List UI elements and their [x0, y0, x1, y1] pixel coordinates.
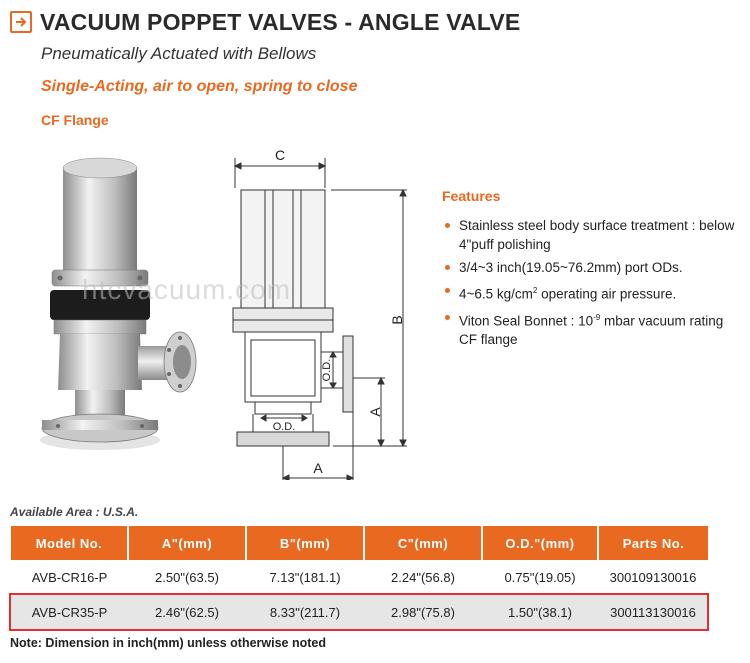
dim-b-label: B [389, 315, 405, 325]
features-list [442, 216, 742, 349]
footnote: Note: Dimension in inch(mm) unless otherwise noted [10, 636, 327, 650]
table-cell: AVB-CR35-P [11, 595, 128, 630]
table-header: Model No. [11, 526, 128, 560]
dim-a-side-label: A [367, 407, 383, 417]
table-cell: 300113130016 [598, 595, 708, 630]
table-header: O.D."(mm) [482, 526, 598, 560]
acting-description: Single-Acting, air to open, spring to close [41, 78, 358, 95]
table-cell: 2.24"(56.8) [364, 560, 482, 595]
feature-item: Stainless steel body surface treatment : below 4"puff polishing [442, 216, 742, 254]
dim-c-label: C [274, 147, 286, 163]
page-title-row [10, 8, 520, 36]
table-cell: 2.46"(62.5) [128, 595, 246, 630]
table-header: Parts No. [598, 526, 708, 560]
feature-item: 4~6.5 $kg/cm^2$ operating air pressure. [442, 281, 742, 304]
available-area: Available Area : U.S.A. [10, 505, 139, 519]
feature-item: Viton Seal Bonnet : $10^{-9}$ mbar vacuum rating CF flange [442, 308, 742, 350]
watermark: htcvacuum.com [82, 274, 292, 305]
dim-od-side-label: O.D. [321, 358, 333, 382]
table-cell: 300109130016 [598, 560, 708, 595]
features-heading: Features [442, 188, 501, 204]
table-header-row [11, 526, 708, 560]
table-header: C"(mm) [364, 526, 482, 560]
arrow-right-icon [10, 11, 32, 33]
table-cell: AVB-CR16-P [11, 560, 128, 595]
flange-type: CF Flange [41, 112, 109, 128]
dim-a-bottom-label: A [313, 460, 323, 476]
table-cell: 7.13"(181.1) [246, 560, 364, 595]
feature-item: 3/4~3 inch(19.05~76.2mm) port ODs. [442, 258, 742, 277]
table-header: B"(mm) [246, 526, 364, 560]
table-cell: 1.50"(38.1) [482, 595, 598, 630]
table-row [11, 560, 708, 595]
table-cell: 2.50"(63.5) [128, 560, 246, 595]
table-cell: 0.75"(19.05) [482, 560, 598, 595]
features-section [442, 188, 742, 353]
table-cell: 8.33"(211.7) [246, 595, 364, 630]
page-title: VACUUM POPPET VALVES - ANGLE VALVE [40, 8, 521, 35]
table-header: A"(mm) [128, 526, 246, 560]
valve-drawing [225, 140, 425, 480]
row-highlight-box [9, 593, 709, 631]
dim-od-bottom-label: O.D. [272, 421, 296, 433]
subtitle: Pneumatically Actuated with Bellows [41, 44, 317, 63]
table-cell: 2.98"(75.8) [364, 595, 482, 630]
